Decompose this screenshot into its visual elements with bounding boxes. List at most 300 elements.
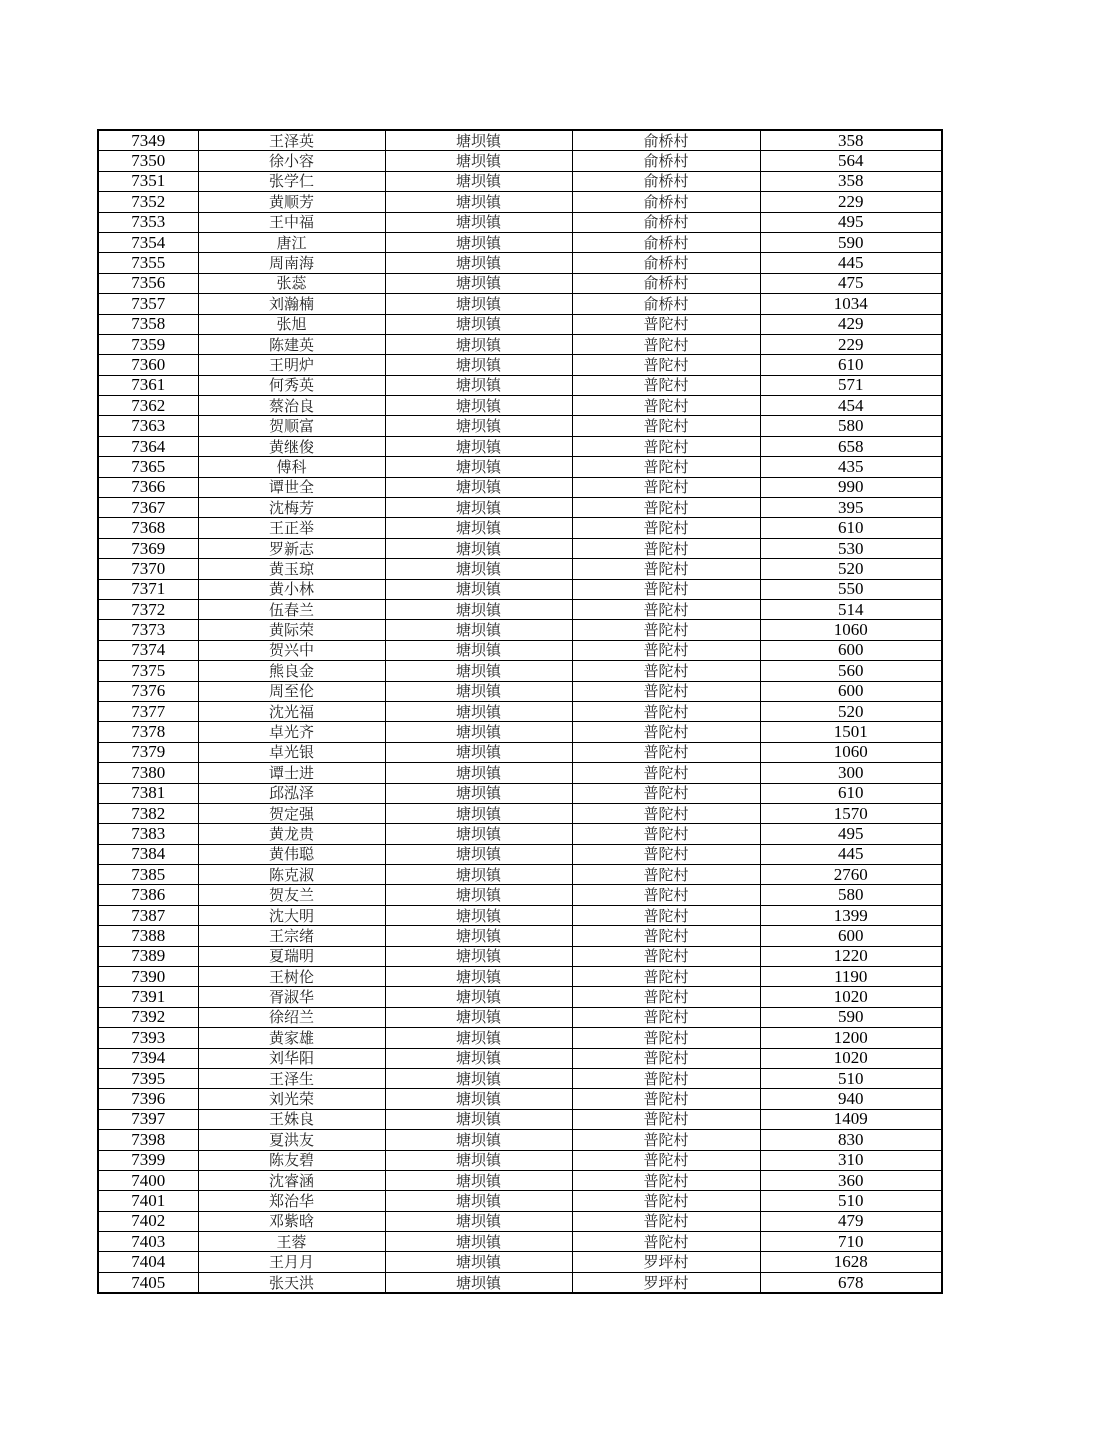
town-cell: 塘坝镇 — [385, 1028, 572, 1048]
town-cell: 塘坝镇 — [385, 1170, 572, 1190]
amount-cell: 429 — [760, 314, 942, 334]
row-number-cell: 7397 — [98, 1109, 198, 1129]
town-cell: 塘坝镇 — [385, 783, 572, 803]
row-number-cell: 7357 — [98, 294, 198, 314]
village-cell: 罗坪村 — [572, 1252, 760, 1272]
village-cell: 普陀村 — [572, 477, 760, 497]
table-row — [98, 1028, 942, 1048]
table-row — [98, 824, 942, 844]
row-number-cell: 7375 — [98, 661, 198, 681]
amount-cell: 1034 — [760, 294, 942, 314]
name-cell: 夏瑞明 — [198, 946, 385, 966]
name-cell: 王泽生 — [198, 1068, 385, 1088]
row-number-cell: 7363 — [98, 416, 198, 436]
village-cell: 普陀村 — [572, 783, 760, 803]
amount-cell: 830 — [760, 1130, 942, 1150]
amount-cell: 610 — [760, 355, 942, 375]
table-row — [98, 1130, 942, 1150]
town-cell: 塘坝镇 — [385, 273, 572, 293]
row-number-cell: 7403 — [98, 1232, 198, 1252]
amount-cell: 571 — [760, 375, 942, 395]
table-row — [98, 1252, 942, 1272]
amount-cell: 1399 — [760, 905, 942, 925]
town-cell: 塘坝镇 — [385, 1007, 572, 1027]
name-cell: 罗新志 — [198, 538, 385, 558]
row-number-cell: 7387 — [98, 905, 198, 925]
village-cell: 俞桥村 — [572, 151, 760, 171]
table-row — [98, 314, 942, 334]
amount-cell: 229 — [760, 192, 942, 212]
town-cell: 塘坝镇 — [385, 171, 572, 191]
amount-cell: 1190 — [760, 967, 942, 987]
row-number-cell: 7393 — [98, 1028, 198, 1048]
amount-cell: 600 — [760, 926, 942, 946]
amount-cell: 358 — [760, 171, 942, 191]
name-cell: 沈梅芳 — [198, 498, 385, 518]
name-cell: 唐江 — [198, 232, 385, 252]
town-cell: 塘坝镇 — [385, 253, 572, 273]
amount-cell: 560 — [760, 661, 942, 681]
village-cell: 普陀村 — [572, 518, 760, 538]
town-cell: 塘坝镇 — [385, 967, 572, 987]
table-row — [98, 701, 942, 721]
name-cell: 王正举 — [198, 518, 385, 538]
row-number-cell: 7399 — [98, 1150, 198, 1170]
village-cell: 普陀村 — [572, 865, 760, 885]
village-cell: 普陀村 — [572, 905, 760, 925]
row-number-cell: 7400 — [98, 1170, 198, 1190]
table-row — [98, 436, 942, 456]
row-number-cell: 7404 — [98, 1252, 198, 1272]
name-cell: 王树伦 — [198, 967, 385, 987]
town-cell: 塘坝镇 — [385, 742, 572, 762]
village-cell: 普陀村 — [572, 579, 760, 599]
row-number-cell: 7401 — [98, 1191, 198, 1211]
town-cell: 塘坝镇 — [385, 661, 572, 681]
name-cell: 陈友碧 — [198, 1150, 385, 1170]
amount-cell: 479 — [760, 1211, 942, 1231]
town-cell: 塘坝镇 — [385, 722, 572, 742]
row-number-cell: 7379 — [98, 742, 198, 762]
name-cell: 卓光齐 — [198, 722, 385, 742]
village-cell: 普陀村 — [572, 967, 760, 987]
amount-cell: 395 — [760, 498, 942, 518]
name-cell: 蔡治良 — [198, 396, 385, 416]
village-cell: 普陀村 — [572, 926, 760, 946]
table-row — [98, 192, 942, 212]
village-cell: 普陀村 — [572, 722, 760, 742]
table-row — [98, 1272, 942, 1293]
amount-cell: 590 — [760, 232, 942, 252]
village-cell: 普陀村 — [572, 946, 760, 966]
amount-cell: 358 — [760, 130, 942, 151]
town-cell: 塘坝镇 — [385, 620, 572, 640]
town-cell: 塘坝镇 — [385, 1232, 572, 1252]
row-number-cell: 7394 — [98, 1048, 198, 1068]
table-row — [98, 1211, 942, 1231]
village-cell: 普陀村 — [572, 1170, 760, 1190]
name-cell: 伍春兰 — [198, 599, 385, 619]
name-cell: 黄小林 — [198, 579, 385, 599]
amount-cell: 510 — [760, 1068, 942, 1088]
village-cell: 俞桥村 — [572, 171, 760, 191]
name-cell: 黄继俊 — [198, 436, 385, 456]
village-cell: 普陀村 — [572, 742, 760, 762]
name-cell: 卓光银 — [198, 742, 385, 762]
name-cell: 何秀英 — [198, 375, 385, 395]
town-cell: 塘坝镇 — [385, 498, 572, 518]
row-number-cell: 7371 — [98, 579, 198, 599]
table-row — [98, 783, 942, 803]
amount-cell: 2760 — [760, 865, 942, 885]
row-number-cell: 7354 — [98, 232, 198, 252]
amount-cell: 1220 — [760, 946, 942, 966]
name-cell: 黄家雄 — [198, 1028, 385, 1048]
row-number-cell: 7372 — [98, 599, 198, 619]
table-row — [98, 1232, 942, 1252]
row-number-cell: 7373 — [98, 620, 198, 640]
amount-cell: 1020 — [760, 1048, 942, 1068]
village-cell: 普陀村 — [572, 620, 760, 640]
name-cell: 黄玉琼 — [198, 559, 385, 579]
row-number-cell: 7368 — [98, 518, 198, 538]
village-cell: 俞桥村 — [572, 130, 760, 151]
row-number-cell: 7350 — [98, 151, 198, 171]
village-cell: 普陀村 — [572, 681, 760, 701]
row-number-cell: 7351 — [98, 171, 198, 191]
village-cell: 普陀村 — [572, 1048, 760, 1068]
amount-cell: 678 — [760, 1272, 942, 1293]
name-cell: 贺定强 — [198, 803, 385, 823]
name-cell: 沈大明 — [198, 905, 385, 925]
row-number-cell: 7362 — [98, 396, 198, 416]
row-number-cell: 7369 — [98, 538, 198, 558]
row-number-cell: 7367 — [98, 498, 198, 518]
village-cell: 普陀村 — [572, 640, 760, 660]
row-number-cell: 7353 — [98, 212, 198, 232]
amount-cell: 990 — [760, 477, 942, 497]
amount-cell: 510 — [760, 1191, 942, 1211]
name-cell: 刘光荣 — [198, 1089, 385, 1109]
town-cell: 塘坝镇 — [385, 865, 572, 885]
name-cell: 陈克淑 — [198, 865, 385, 885]
name-cell: 张蕊 — [198, 273, 385, 293]
table-row — [98, 457, 942, 477]
data-table — [97, 129, 943, 1294]
village-cell: 普陀村 — [572, 987, 760, 1007]
town-cell: 塘坝镇 — [385, 1048, 572, 1068]
row-number-cell: 7388 — [98, 926, 198, 946]
amount-cell: 445 — [760, 844, 942, 864]
name-cell: 徐小容 — [198, 151, 385, 171]
name-cell: 周南海 — [198, 253, 385, 273]
amount-cell: 580 — [760, 885, 942, 905]
amount-cell: 454 — [760, 396, 942, 416]
amount-cell: 229 — [760, 334, 942, 354]
amount-cell: 610 — [760, 783, 942, 803]
row-number-cell: 7378 — [98, 722, 198, 742]
town-cell: 塘坝镇 — [385, 212, 572, 232]
amount-cell: 520 — [760, 701, 942, 721]
town-cell: 塘坝镇 — [385, 803, 572, 823]
town-cell: 塘坝镇 — [385, 130, 572, 151]
village-cell: 普陀村 — [572, 1068, 760, 1088]
row-number-cell: 7349 — [98, 130, 198, 151]
name-cell: 刘瀚楠 — [198, 294, 385, 314]
town-cell: 塘坝镇 — [385, 436, 572, 456]
village-cell: 普陀村 — [572, 396, 760, 416]
name-cell: 贺兴中 — [198, 640, 385, 660]
village-cell: 普陀村 — [572, 1130, 760, 1150]
table-row — [98, 334, 942, 354]
village-cell: 普陀村 — [572, 844, 760, 864]
name-cell: 王蓉 — [198, 1232, 385, 1252]
table-row — [98, 130, 942, 151]
town-cell: 塘坝镇 — [385, 1150, 572, 1170]
amount-cell: 445 — [760, 253, 942, 273]
town-cell: 塘坝镇 — [385, 192, 572, 212]
village-cell: 普陀村 — [572, 334, 760, 354]
table-row — [98, 885, 942, 905]
table-row — [98, 599, 942, 619]
town-cell: 塘坝镇 — [385, 946, 572, 966]
name-cell: 黄龙贵 — [198, 824, 385, 844]
name-cell: 傅科 — [198, 457, 385, 477]
town-cell: 塘坝镇 — [385, 375, 572, 395]
name-cell: 周至伦 — [198, 681, 385, 701]
amount-cell: 520 — [760, 559, 942, 579]
table-row — [98, 1068, 942, 1088]
amount-cell: 1060 — [760, 620, 942, 640]
table-row — [98, 355, 942, 375]
village-cell: 普陀村 — [572, 436, 760, 456]
village-cell: 普陀村 — [572, 457, 760, 477]
name-cell: 王月月 — [198, 1252, 385, 1272]
town-cell: 塘坝镇 — [385, 987, 572, 1007]
table-row — [98, 273, 942, 293]
row-number-cell: 7386 — [98, 885, 198, 905]
table-row — [98, 375, 942, 395]
town-cell: 塘坝镇 — [385, 1191, 572, 1211]
name-cell: 王中福 — [198, 212, 385, 232]
amount-cell: 590 — [760, 1007, 942, 1027]
village-cell: 罗坪村 — [572, 1272, 760, 1293]
town-cell: 塘坝镇 — [385, 844, 572, 864]
name-cell: 张学仁 — [198, 171, 385, 191]
row-number-cell: 7358 — [98, 314, 198, 334]
table-row — [98, 498, 942, 518]
table-row — [98, 253, 942, 273]
town-cell: 塘坝镇 — [385, 457, 572, 477]
town-cell: 塘坝镇 — [385, 824, 572, 844]
village-cell: 普陀村 — [572, 314, 760, 334]
name-cell: 熊良金 — [198, 661, 385, 681]
village-cell: 普陀村 — [572, 1211, 760, 1231]
name-cell: 徐绍兰 — [198, 1007, 385, 1027]
amount-cell: 310 — [760, 1150, 942, 1170]
amount-cell: 600 — [760, 640, 942, 660]
town-cell: 塘坝镇 — [385, 579, 572, 599]
village-cell: 俞桥村 — [572, 273, 760, 293]
town-cell: 塘坝镇 — [385, 559, 572, 579]
table-row — [98, 640, 942, 660]
town-cell: 塘坝镇 — [385, 701, 572, 721]
village-cell: 普陀村 — [572, 1089, 760, 1109]
name-cell: 黄伟聪 — [198, 844, 385, 864]
town-cell: 塘坝镇 — [385, 477, 572, 497]
amount-cell: 1060 — [760, 742, 942, 762]
table-row — [98, 803, 942, 823]
amount-cell: 495 — [760, 824, 942, 844]
row-number-cell: 7361 — [98, 375, 198, 395]
town-cell: 塘坝镇 — [385, 1068, 572, 1088]
village-cell: 普陀村 — [572, 498, 760, 518]
amount-cell: 360 — [760, 1170, 942, 1190]
town-cell: 塘坝镇 — [385, 1252, 572, 1272]
row-number-cell: 7360 — [98, 355, 198, 375]
table-row — [98, 1109, 942, 1129]
town-cell: 塘坝镇 — [385, 151, 572, 171]
amount-cell: 475 — [760, 273, 942, 293]
table-row — [98, 396, 942, 416]
town-cell: 塘坝镇 — [385, 518, 572, 538]
town-cell: 塘坝镇 — [385, 334, 572, 354]
name-cell: 陈建英 — [198, 334, 385, 354]
town-cell: 塘坝镇 — [385, 396, 572, 416]
name-cell: 胥淑华 — [198, 987, 385, 1007]
amount-cell: 1628 — [760, 1252, 942, 1272]
village-cell: 俞桥村 — [572, 253, 760, 273]
row-number-cell: 7366 — [98, 477, 198, 497]
table-row — [98, 661, 942, 681]
row-number-cell: 7395 — [98, 1068, 198, 1088]
row-number-cell: 7374 — [98, 640, 198, 660]
row-number-cell: 7392 — [98, 1007, 198, 1027]
name-cell: 沈光福 — [198, 701, 385, 721]
row-number-cell: 7370 — [98, 559, 198, 579]
village-cell: 普陀村 — [572, 824, 760, 844]
row-number-cell: 7376 — [98, 681, 198, 701]
name-cell: 王明炉 — [198, 355, 385, 375]
village-cell: 俞桥村 — [572, 232, 760, 252]
town-cell: 塘坝镇 — [385, 1272, 572, 1293]
name-cell: 黄顺芳 — [198, 192, 385, 212]
village-cell: 普陀村 — [572, 1232, 760, 1252]
amount-cell: 1501 — [760, 722, 942, 742]
table-row — [98, 742, 942, 762]
name-cell: 邱泓泽 — [198, 783, 385, 803]
table-row — [98, 1007, 942, 1027]
amount-cell: 1200 — [760, 1028, 942, 1048]
amount-cell: 940 — [760, 1089, 942, 1109]
village-cell: 普陀村 — [572, 885, 760, 905]
name-cell: 王宗绪 — [198, 926, 385, 946]
village-cell: 普陀村 — [572, 538, 760, 558]
amount-cell: 495 — [760, 212, 942, 232]
village-cell: 普陀村 — [572, 1191, 760, 1211]
row-number-cell: 7380 — [98, 763, 198, 783]
town-cell: 塘坝镇 — [385, 681, 572, 701]
village-cell: 普陀村 — [572, 416, 760, 436]
row-number-cell: 7382 — [98, 803, 198, 823]
amount-cell: 710 — [760, 1232, 942, 1252]
row-number-cell: 7391 — [98, 987, 198, 1007]
amount-cell: 610 — [760, 518, 942, 538]
amount-cell: 1570 — [760, 803, 942, 823]
row-number-cell: 7383 — [98, 824, 198, 844]
table-row — [98, 681, 942, 701]
village-cell: 普陀村 — [572, 559, 760, 579]
name-cell: 沈睿涵 — [198, 1170, 385, 1190]
name-cell: 张旭 — [198, 314, 385, 334]
name-cell: 张天洪 — [198, 1272, 385, 1293]
row-number-cell: 7396 — [98, 1089, 198, 1109]
town-cell: 塘坝镇 — [385, 294, 572, 314]
table-row — [98, 987, 942, 1007]
table-row — [98, 1048, 942, 1068]
village-cell: 俞桥村 — [572, 294, 760, 314]
name-cell: 王泽英 — [198, 130, 385, 151]
row-number-cell: 7359 — [98, 334, 198, 354]
table-row — [98, 722, 942, 742]
table-row — [98, 559, 942, 579]
village-cell: 普陀村 — [572, 375, 760, 395]
table-row — [98, 151, 942, 171]
table-row — [98, 518, 942, 538]
table-row — [98, 844, 942, 864]
town-cell: 塘坝镇 — [385, 355, 572, 375]
table-row — [98, 763, 942, 783]
amount-cell: 580 — [760, 416, 942, 436]
village-cell: 俞桥村 — [572, 192, 760, 212]
village-cell: 普陀村 — [572, 1028, 760, 1048]
table-row — [98, 538, 942, 558]
row-number-cell: 7405 — [98, 1272, 198, 1293]
village-cell: 普陀村 — [572, 1150, 760, 1170]
table-row — [98, 946, 942, 966]
amount-cell: 300 — [760, 763, 942, 783]
table-row — [98, 1089, 942, 1109]
table-row — [98, 967, 942, 987]
amount-cell: 550 — [760, 579, 942, 599]
amount-cell: 514 — [760, 599, 942, 619]
village-cell: 普陀村 — [572, 599, 760, 619]
row-number-cell: 7390 — [98, 967, 198, 987]
name-cell: 谭士进 — [198, 763, 385, 783]
table-row — [98, 212, 942, 232]
town-cell: 塘坝镇 — [385, 763, 572, 783]
village-cell: 普陀村 — [572, 763, 760, 783]
row-number-cell: 7385 — [98, 865, 198, 885]
table-row — [98, 477, 942, 497]
row-number-cell: 7352 — [98, 192, 198, 212]
row-number-cell: 7389 — [98, 946, 198, 966]
row-number-cell: 7365 — [98, 457, 198, 477]
name-cell: 刘华阳 — [198, 1048, 385, 1068]
town-cell: 塘坝镇 — [385, 1109, 572, 1129]
row-number-cell: 7402 — [98, 1211, 198, 1231]
village-cell: 普陀村 — [572, 1109, 760, 1129]
amount-cell: 435 — [760, 457, 942, 477]
village-cell: 普陀村 — [572, 803, 760, 823]
row-number-cell: 7355 — [98, 253, 198, 273]
village-cell: 普陀村 — [572, 701, 760, 721]
town-cell: 塘坝镇 — [385, 905, 572, 925]
amount-cell: 600 — [760, 681, 942, 701]
village-cell: 普陀村 — [572, 661, 760, 681]
village-cell: 俞桥村 — [572, 212, 760, 232]
table-row — [98, 232, 942, 252]
